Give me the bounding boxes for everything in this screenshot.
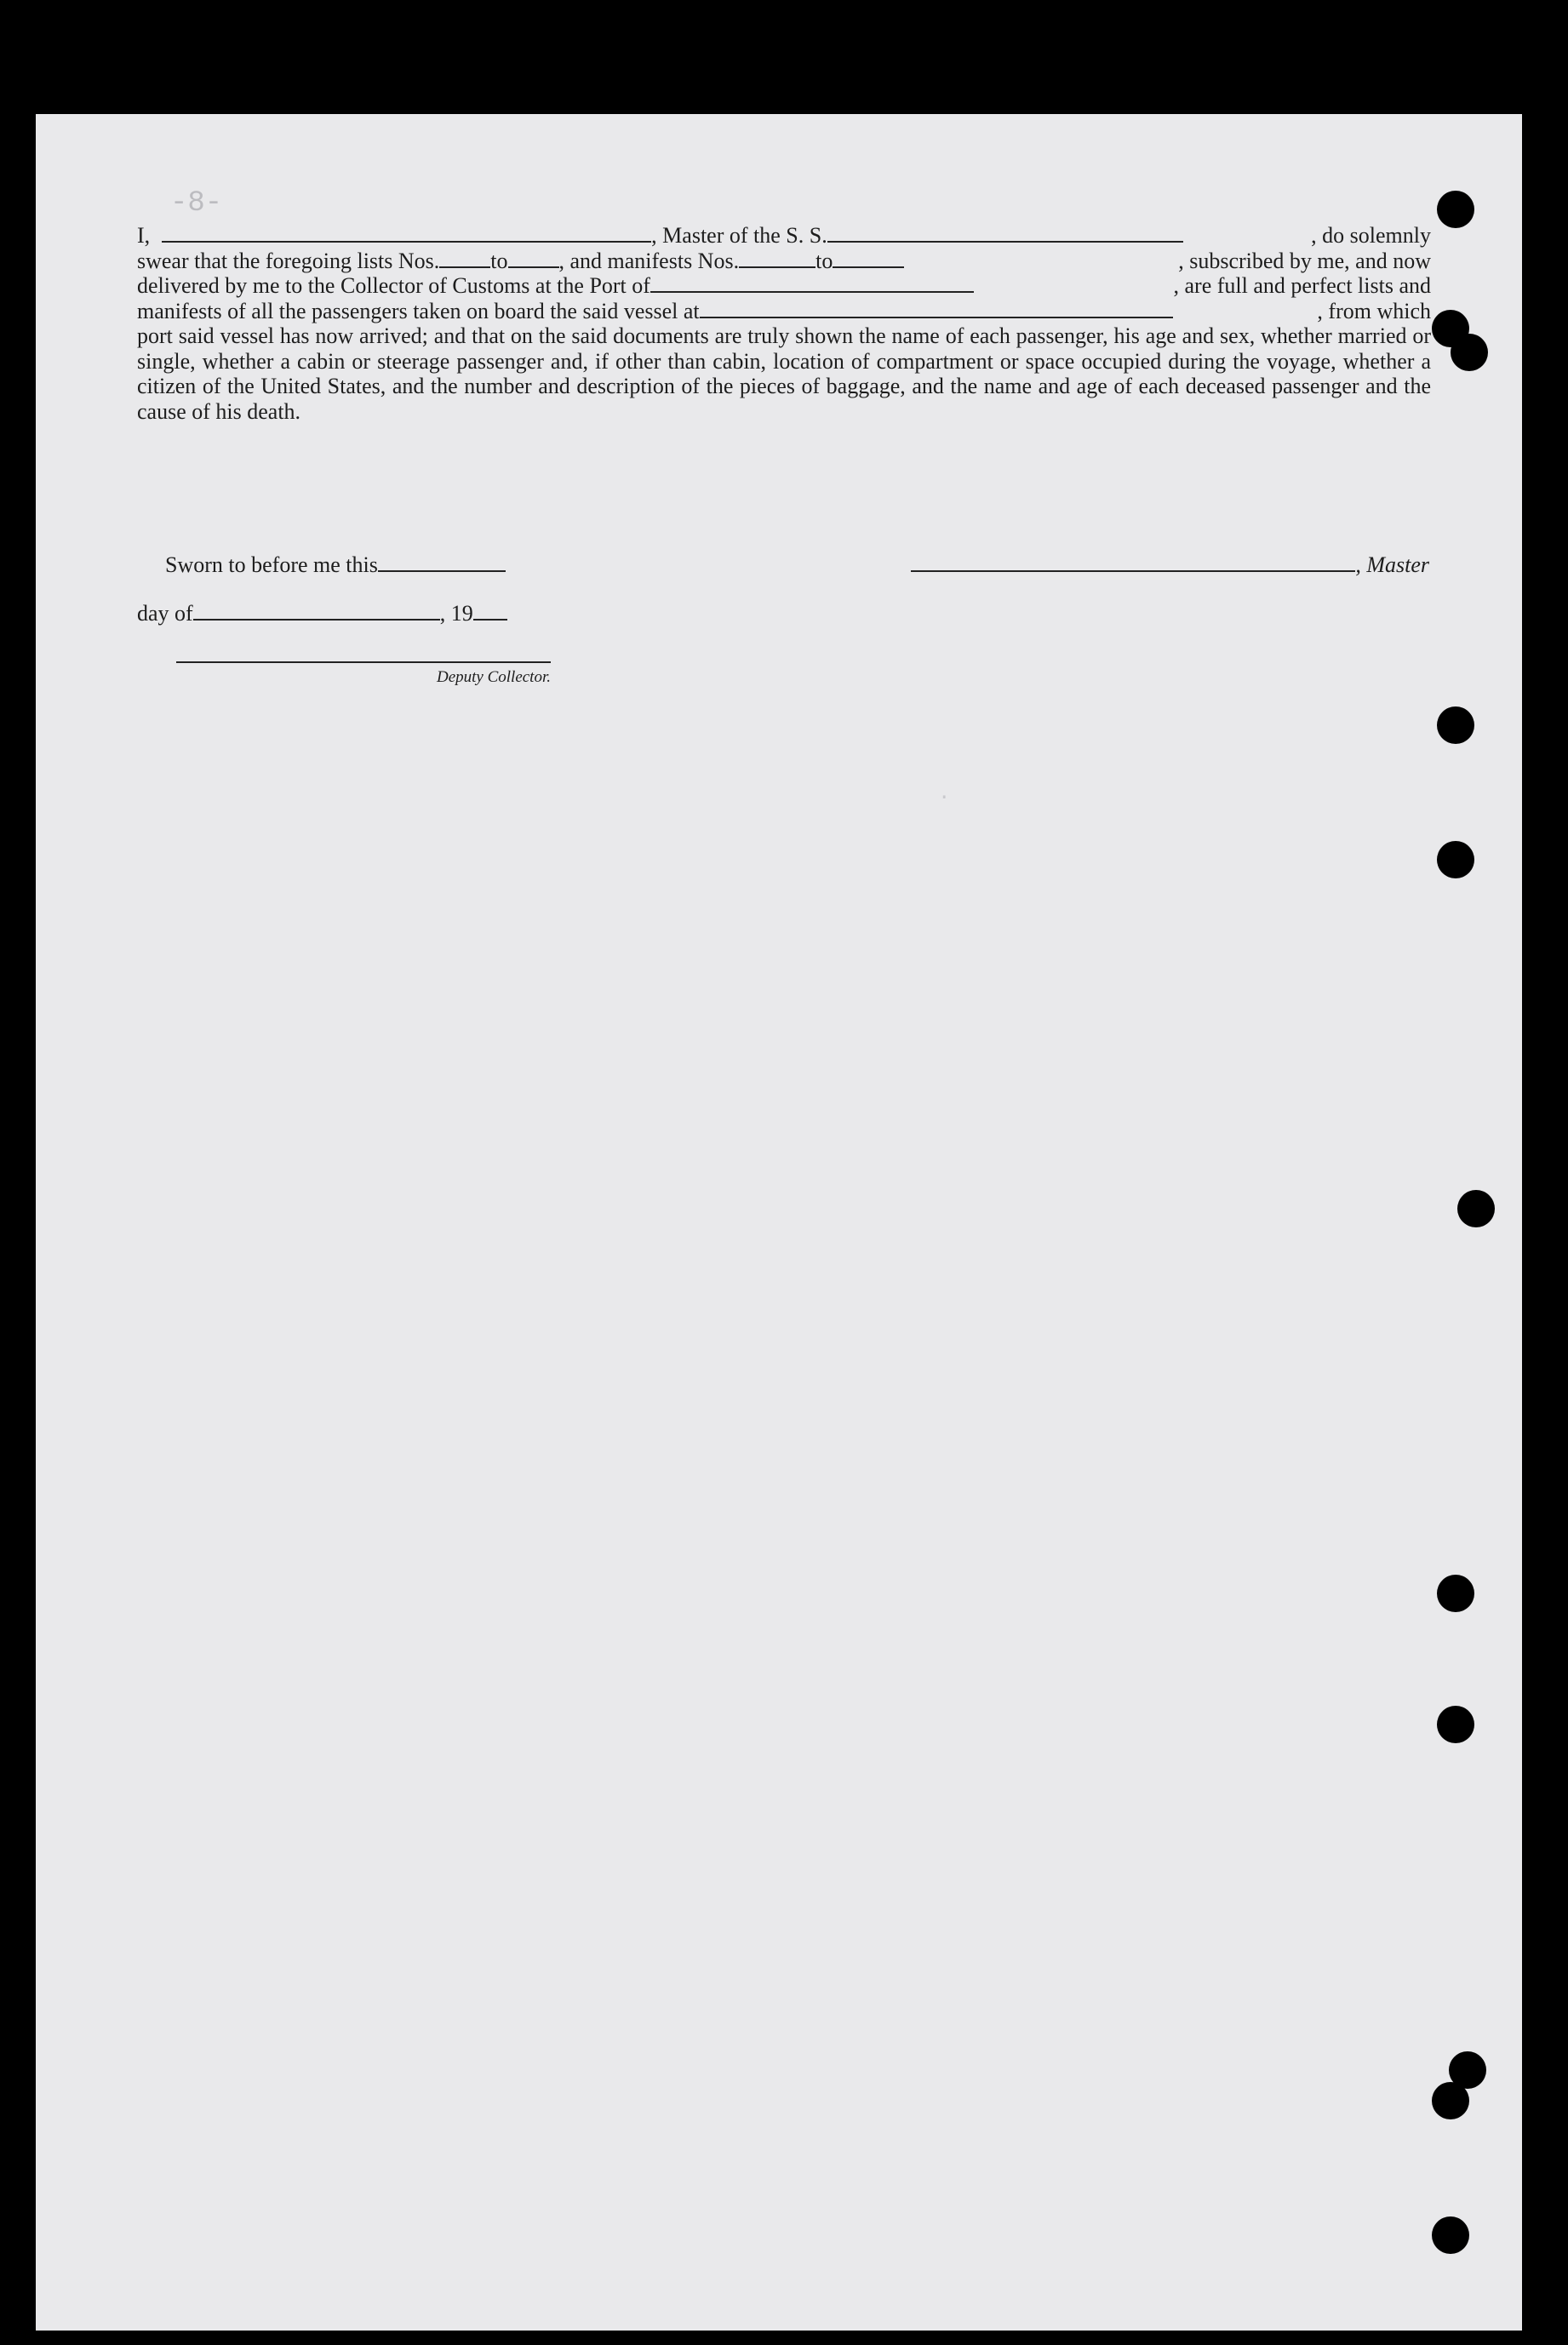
oath-manifests-all: manifests of all the passengers taken on board the said vessel at [137,298,700,323]
punch-hole [1437,1706,1474,1743]
list-from-blank [439,249,490,268]
oath-do-solemnly: , do solemnly [1311,223,1431,248]
oath-manifests: , and manifests Nos. [558,248,740,273]
oath-line-2 [137,249,1431,274]
manifest-to-blank [833,249,904,268]
ship-name-blank [827,224,1183,243]
master-signature-blank [911,553,1355,572]
deputy-collector-label: Deputy Collector. [176,661,551,687]
punch-hole [1432,2082,1469,2119]
sworn-label: Sworn to before me this [165,552,378,577]
punch-hole [1437,191,1474,228]
oath-subscribed: , subscribed by me, and now [1178,248,1431,273]
oath-line-4 [137,299,1431,324]
oath-from-which: , from which [1317,298,1431,323]
day-of-label: day of [137,601,193,626]
oath-paragraph [137,223,1431,424]
port-blank [650,274,974,293]
punch-hole [1437,706,1474,744]
oath-body: port said vessel has now arrived; and that on the said documents are truly shown the name of each passenger, his age and sex, whether married or single, whether a cabin or steerage passenger and, if other than cabin, location of compartment or space occupied during the voyage, whether a citizen of the United States, and the number and description of the pieces of baggage, and the name and age of each deceased passenger and the cause of his death. [137,323,1431,424]
document-page: -8- I, , Master of the S. S. , do solemnly swear that the foregoing lists Nos. to , and manifests Nos. to , subscribed by me, and now delivered by me to the Collector of Customs at the Port of , are full and perfect lists and manifests of all the passengers taken on board the said vessel at , from which port said vessel has now arrived; and that on the said documents are truly shown the name of each passenger, his age and sex, whether married or single, whether a cabin or steerage passenger and, if other than cabin, location of compartment or space occupied during the voyage, whether a citizen of the United States, and the number and description of the pieces of baggage, and the name and age of each deceased passenger and the cause of his death. Sworn to before me this , Master day of , 19 Deputy Collector. · [36,114,1522,2331]
sworn-row [165,552,1429,578]
oath-line-1 [137,223,1431,249]
oath-master-of-ss: , Master of the S. S. [651,223,827,248]
oath-to-2: to [815,248,833,273]
year-prefix: , 19 [439,601,473,626]
oath-line-3 [137,273,1431,299]
embark-port-blank [700,300,1173,318]
oath-delivered: delivered by me to the Collector of Customs at the Port of [137,273,650,298]
day-of-blank [193,602,440,621]
oath-swear: swear that the foregoing lists Nos. [137,248,440,273]
year-blank [473,602,507,621]
oath-to-1: to [490,248,508,273]
punch-hole [1437,1575,1474,1612]
master-label: , Master [1355,552,1429,577]
punch-hole [1432,2216,1469,2254]
punch-hole [1451,334,1488,371]
punch-hole [1457,1190,1495,1227]
oath-i: I, [137,223,151,248]
day-row [137,601,507,626]
list-to-blank [508,249,559,268]
oath-full-perfect: , are full and perfect lists and [1173,273,1431,298]
page-marker: -8- [170,187,223,220]
master-name-blank [162,224,651,243]
punch-hole [1437,841,1474,878]
sworn-day-blank [378,553,506,572]
manifest-from-blank [739,249,815,268]
